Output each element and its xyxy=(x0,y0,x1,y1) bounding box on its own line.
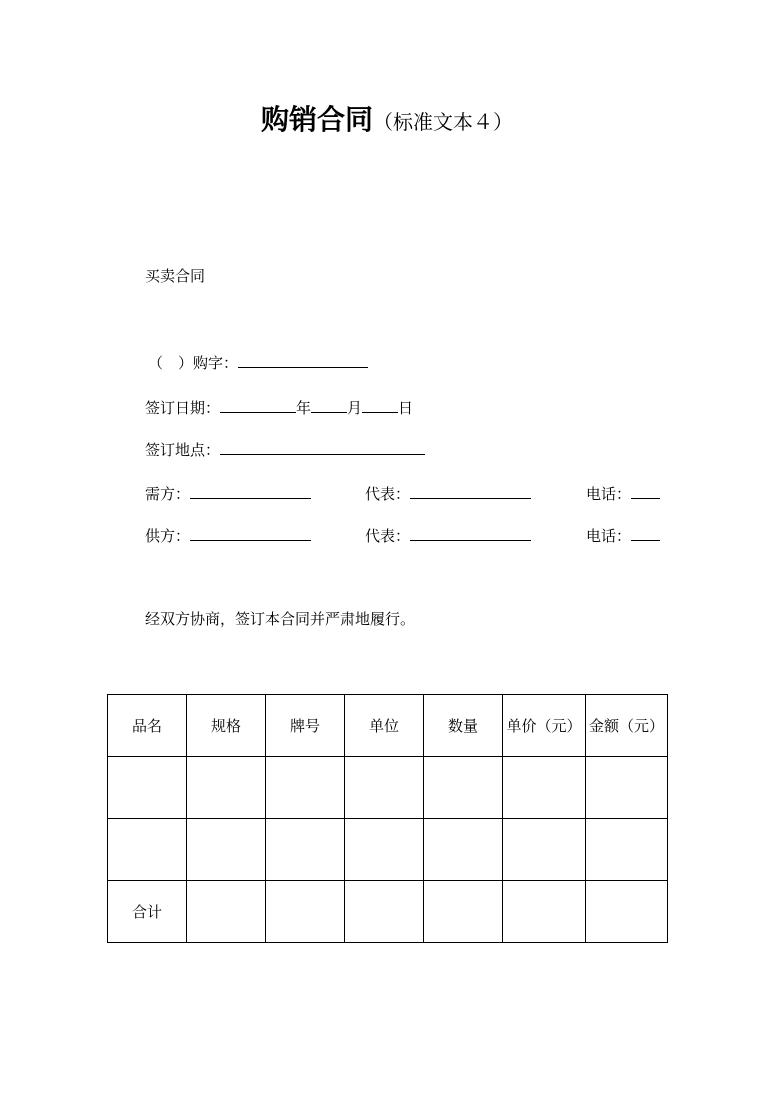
table-cell[interactable] xyxy=(266,757,345,819)
day-label: 日 xyxy=(398,399,414,417)
table-cell[interactable] xyxy=(266,819,345,881)
table-cell[interactable] xyxy=(266,881,345,943)
table-cell[interactable] xyxy=(345,819,424,881)
seller-label: 供方： xyxy=(145,527,191,545)
buyer-label: 需方： xyxy=(145,485,191,503)
table-row xyxy=(108,757,668,819)
table-total-row xyxy=(108,881,668,943)
sign-place-label: 签订地点： xyxy=(145,441,221,459)
table-cell[interactable] xyxy=(503,881,586,943)
seller-rep-label: 代表： xyxy=(365,527,411,545)
header-specification: 规格 xyxy=(187,695,266,757)
seller-phone-blank[interactable] xyxy=(631,524,660,541)
header-unit: 单位 xyxy=(345,695,424,757)
title-subtitle: （标准文本４） xyxy=(373,110,513,134)
table-cell[interactable] xyxy=(187,757,266,819)
seller-rep-field xyxy=(365,524,531,546)
table-cell[interactable] xyxy=(424,881,503,943)
header-unit-price: 单价（元） xyxy=(503,695,586,757)
buyer-rep-blank[interactable] xyxy=(410,482,531,499)
buyer-rep-field xyxy=(365,482,531,504)
table-cell[interactable] xyxy=(345,757,424,819)
purchase-number-blank[interactable] xyxy=(238,351,368,368)
sign-year-blank[interactable] xyxy=(220,396,296,413)
seller-phone-field xyxy=(586,524,660,546)
table-row xyxy=(108,819,668,881)
table-cell[interactable] xyxy=(503,757,586,819)
table-cell[interactable] xyxy=(424,819,503,881)
table-cell[interactable] xyxy=(187,881,266,943)
buyer-phone-field xyxy=(586,482,660,504)
table-cell[interactable] xyxy=(586,819,668,881)
table-cell[interactable] xyxy=(503,819,586,881)
sign-date-row xyxy=(145,396,413,418)
contract-type-label: 买卖合同 xyxy=(145,267,206,285)
sign-date-label: 签订日期： xyxy=(145,399,221,417)
sign-place-blank[interactable] xyxy=(220,438,425,455)
header-brand: 牌号 xyxy=(266,695,345,757)
buyer-field xyxy=(145,482,311,504)
document-title xyxy=(0,100,774,144)
table-cell[interactable] xyxy=(108,819,187,881)
sign-month-blank[interactable] xyxy=(311,396,347,413)
title-main: 购销合同 xyxy=(260,103,373,136)
table-cell[interactable] xyxy=(424,757,503,819)
buyer-rep-label: 代表： xyxy=(365,485,411,503)
sign-place-row xyxy=(145,438,425,460)
table-cell[interactable] xyxy=(345,881,424,943)
seller-blank[interactable] xyxy=(190,524,311,541)
total-label: 合计 xyxy=(108,881,187,943)
seller-phone-label: 电话： xyxy=(586,527,632,545)
table-cell[interactable] xyxy=(586,881,668,943)
sign-day-blank[interactable] xyxy=(362,396,398,413)
month-label: 月 xyxy=(347,399,363,417)
table-header-row xyxy=(108,695,668,757)
table-cell[interactable] xyxy=(187,819,266,881)
buyer-phone-label: 电话： xyxy=(586,485,632,503)
purchase-number-row xyxy=(148,351,368,373)
header-quantity: 数量 xyxy=(424,695,503,757)
header-amount: 金额（元） xyxy=(586,695,668,757)
buyer-blank[interactable] xyxy=(190,482,311,499)
table-cell[interactable] xyxy=(586,757,668,819)
year-label: 年 xyxy=(296,399,312,417)
agreement-statement: 经双方协商，签订本合同并严肃地履行。 xyxy=(145,610,416,628)
seller-field xyxy=(145,524,311,546)
goods-table xyxy=(107,694,668,943)
header-product-name: 品名 xyxy=(108,695,187,757)
seller-rep-blank[interactable] xyxy=(410,524,531,541)
buyer-phone-blank[interactable] xyxy=(631,482,660,499)
purchase-number-label: （ ）购字： xyxy=(148,354,239,372)
table-cell[interactable] xyxy=(108,757,187,819)
